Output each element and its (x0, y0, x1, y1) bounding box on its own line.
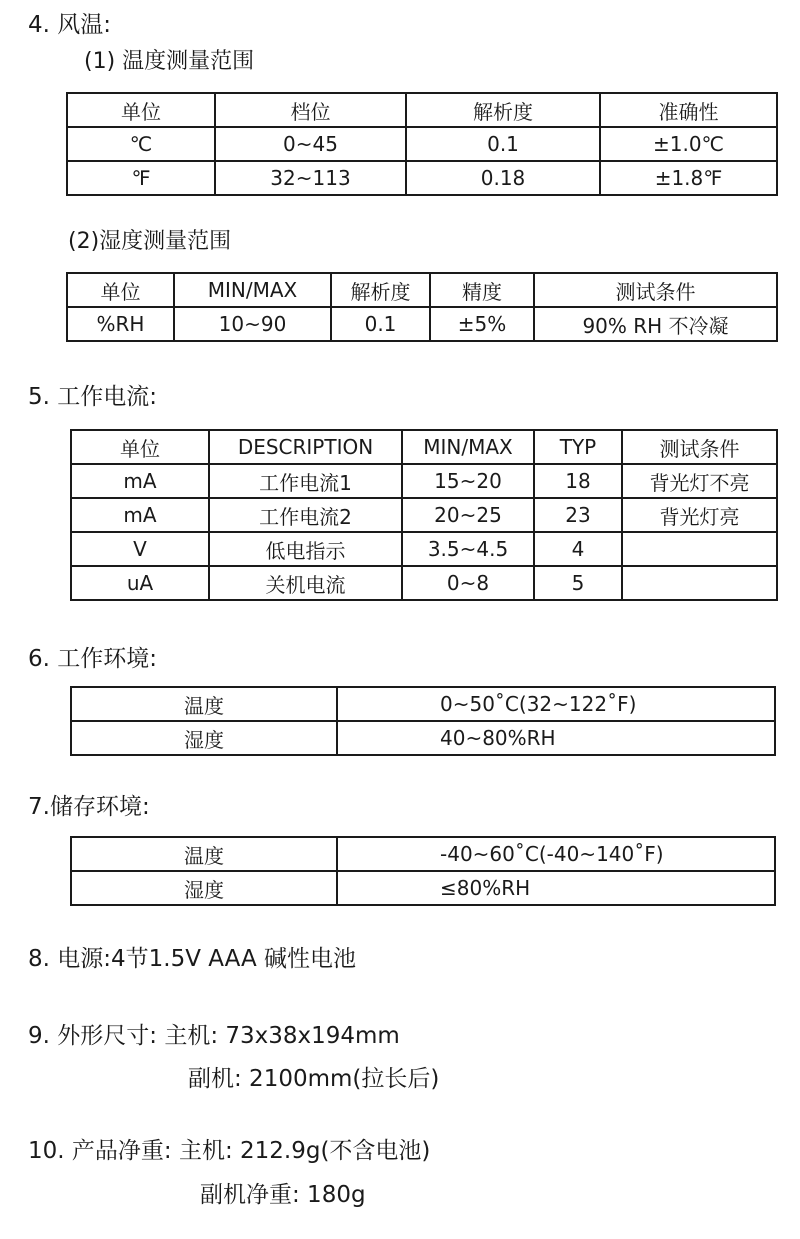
table-cell: 15~20 (402, 464, 534, 498)
table-cell: 18 (534, 464, 622, 498)
table-cell: ±1.0℃ (600, 127, 777, 161)
table-cell: 工作电流2 (209, 498, 402, 532)
table-cell: 40~80%RH (337, 721, 775, 755)
net-weight-main-line: 10. 产品净重: 主机: 212.9g(不含电池) (28, 1138, 431, 1164)
table-cell: 20~25 (402, 498, 534, 532)
operating-environment-table (70, 686, 776, 756)
table-header-row (71, 430, 777, 464)
section-6-heading: 6. 工作环境: (28, 646, 158, 672)
table-cell: 23 (534, 498, 622, 532)
power-supply-line: 8. 电源:4节1.5V AAA 碱性电池 (28, 946, 357, 972)
humidity-range-table (66, 272, 778, 342)
table-cell: 5 (534, 566, 622, 600)
section-4-heading: 4. 风温: (28, 12, 112, 38)
table-cell: mA (71, 498, 209, 532)
table-row (71, 871, 775, 905)
table-row (71, 687, 775, 721)
table-row (67, 127, 777, 161)
table-cell: 工作电流1 (209, 464, 402, 498)
table-row (71, 566, 777, 600)
table-cell: 90% RH 不冷凝 (534, 307, 777, 341)
section-7-heading: 7.储存环境: (28, 794, 150, 820)
table-cell: 0~45 (215, 127, 406, 161)
table-cell (622, 532, 777, 566)
table-cell: ℃ (67, 127, 215, 161)
table-header-cell: 解析度 (331, 273, 430, 307)
table-header-cell: DESCRIPTION (209, 430, 402, 464)
table-cell: 4 (534, 532, 622, 566)
table-header-cell: 测试条件 (534, 273, 777, 307)
table-cell: %RH (67, 307, 174, 341)
dimensions-main-line: 9. 外形尺寸: 主机: 73x38x194mm (28, 1023, 400, 1049)
table-header-cell: MIN/MAX (174, 273, 331, 307)
table-header-cell: 档位 (215, 93, 406, 127)
table-cell: 10~90 (174, 307, 331, 341)
table-cell: 低电指示 (209, 532, 402, 566)
table-header-cell: 单位 (67, 93, 215, 127)
table-cell: 0.1 (406, 127, 600, 161)
table-header-cell: 单位 (67, 273, 174, 307)
dimensions-sub-line: 副机: 2100mm(拉长后) (188, 1066, 440, 1092)
table-row (67, 307, 777, 341)
table-cell: 温度 (71, 687, 337, 721)
humidity-range-subheading: (2)湿度测量范围 (68, 229, 232, 254)
table-cell: 0~8 (402, 566, 534, 600)
table-row (71, 498, 777, 532)
table-row (71, 532, 777, 566)
table-cell: ±5% (430, 307, 534, 341)
table-header-row (67, 93, 777, 127)
table-header-cell: 精度 (430, 273, 534, 307)
table-header-row (67, 273, 777, 307)
table-cell: 湿度 (71, 721, 337, 755)
table-row (71, 837, 775, 871)
table-cell: ℉ (67, 161, 215, 195)
table-cell: 温度 (71, 837, 337, 871)
table-cell: 0~50˚C(32~122˚F) (337, 687, 775, 721)
table-cell: 关机电流 (209, 566, 402, 600)
table-cell: 背光灯不亮 (622, 464, 777, 498)
working-current-table (70, 429, 778, 601)
section-5-heading: 5. 工作电流: (28, 384, 158, 410)
table-cell: V (71, 532, 209, 566)
table-cell: 湿度 (71, 871, 337, 905)
table-header-cell: TYP (534, 430, 622, 464)
table-cell (622, 566, 777, 600)
table-header-cell: 解析度 (406, 93, 600, 127)
table-cell: uA (71, 566, 209, 600)
table-cell: ±1.8℉ (600, 161, 777, 195)
table-row (71, 721, 775, 755)
table-cell: 3.5~4.5 (402, 532, 534, 566)
table-cell: mA (71, 464, 209, 498)
table-cell: -40~60˚C(-40~140˚F) (337, 837, 775, 871)
storage-environment-table (70, 836, 776, 906)
net-weight-sub-line: 副机净重: 180g (200, 1182, 366, 1208)
table-cell: 0.18 (406, 161, 600, 195)
table-cell: 背光灯亮 (622, 498, 777, 532)
table-cell: 32~113 (215, 161, 406, 195)
table-row (71, 464, 777, 498)
table-cell: 0.1 (331, 307, 430, 341)
table-header-cell: 测试条件 (622, 430, 777, 464)
temperature-range-table (66, 92, 778, 196)
table-cell: ≤80%RH (337, 871, 775, 905)
table-header-cell: 单位 (71, 430, 209, 464)
temperature-range-subheading: (1) 温度测量范围 (84, 49, 255, 74)
table-row (67, 161, 777, 195)
table-header-cell: 准确性 (600, 93, 777, 127)
table-header-cell: MIN/MAX (402, 430, 534, 464)
